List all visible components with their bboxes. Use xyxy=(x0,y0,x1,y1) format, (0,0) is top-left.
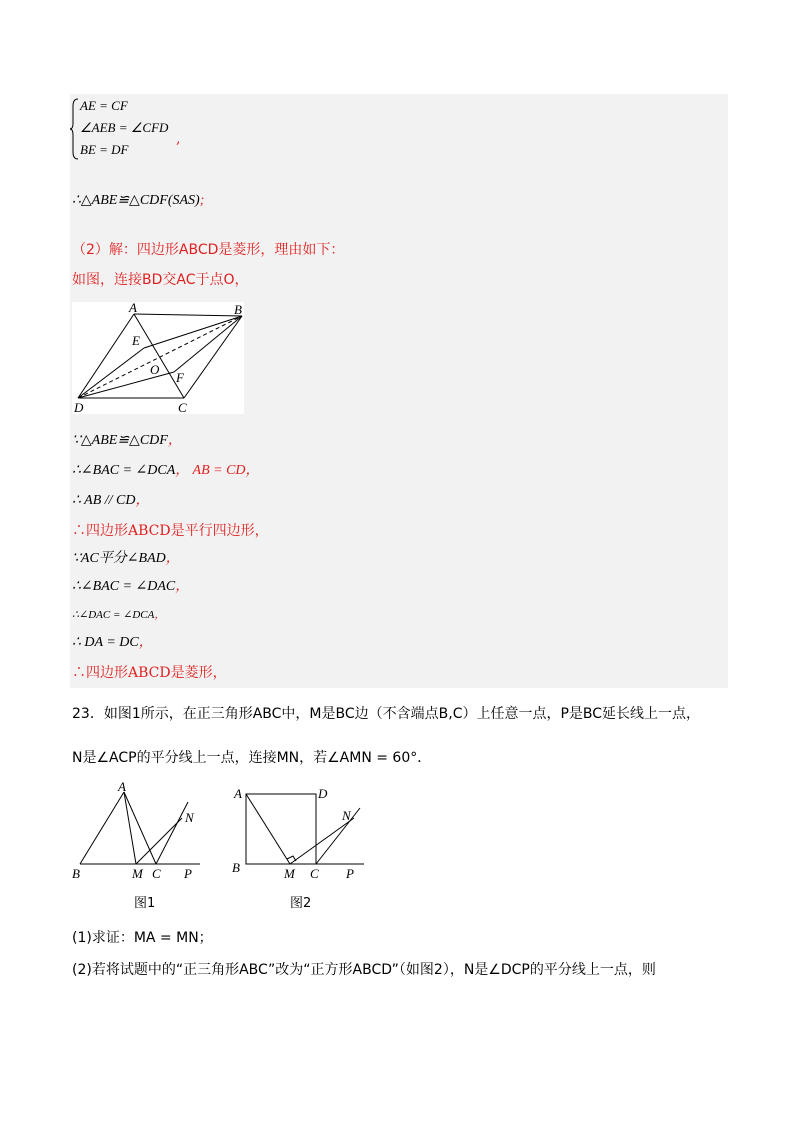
figure-background xyxy=(72,302,244,414)
system-tail: , xyxy=(176,131,181,147)
fig1-caption: 图1 xyxy=(134,896,156,911)
fig2-caption: 图2 xyxy=(290,896,312,911)
step-8-text: ∴ DA = DC xyxy=(72,635,139,650)
step-7 xyxy=(72,606,165,624)
fig2-label-n: N xyxy=(342,808,351,823)
figure-2 xyxy=(230,784,370,884)
step-8-tail: ， xyxy=(138,635,153,650)
congruent-line xyxy=(72,192,204,210)
label-e: E xyxy=(132,333,140,348)
step-2-tail: ， AB = CD， xyxy=(175,463,260,478)
q23-line-1: 23．如图1所示，在正三角形ABC中，M是BC边（不含端点B,C）上任意一点，P是BC延长线上一点， xyxy=(72,706,701,722)
figure-1 xyxy=(70,780,210,880)
step-2 xyxy=(72,462,260,480)
fig2-label-c: C xyxy=(310,866,319,881)
fig1-label-m: M xyxy=(132,866,143,880)
fig2-label-d: D xyxy=(318,786,328,801)
step-7-tail: ， xyxy=(154,609,166,621)
fig2-label-m: M xyxy=(284,866,295,881)
label-d: D xyxy=(74,400,84,414)
fig1-label-c: C xyxy=(152,866,161,880)
part2-connect: 如图，连接BD交AC于点O， xyxy=(72,272,249,288)
fig1-label-n: N xyxy=(185,810,194,825)
step-1 xyxy=(72,432,182,450)
step-6-text: ∴∠BAC = ∠DAC xyxy=(72,579,176,594)
step-4-text: ∴四边形ABCD是平行四边形 xyxy=(72,523,255,539)
part2-title: （2）解：四边形ABCD是菱形，理由如下： xyxy=(72,242,345,258)
step-2-text: ∴∠BAC = ∠DCA xyxy=(72,463,176,478)
step-5 xyxy=(72,550,180,568)
step-9-tail: ， xyxy=(212,665,227,681)
step-5-tail: ， xyxy=(165,551,180,566)
step-7-text: ∴∠DAC = ∠DCA xyxy=(72,609,155,621)
left-brace-icon xyxy=(70,98,80,160)
system-line-3: BE = DF xyxy=(80,142,129,157)
rhombus-figure xyxy=(72,302,244,414)
congruent-tail: ; xyxy=(199,193,205,208)
step-3-tail: ， xyxy=(135,493,150,508)
step-9-text: ∴四边形ABCD是菱形 xyxy=(72,665,213,681)
fig2-label-b: B xyxy=(232,860,240,875)
step-5-text: ∵AC平分∠BAD xyxy=(72,551,166,566)
fig2-label-p: P xyxy=(346,866,354,881)
q23-part-1: (1)求证：MA = MN； xyxy=(72,930,213,946)
label-c: C xyxy=(178,400,187,414)
congruent-text: ∴△ABE≌△CDF(SAS) xyxy=(72,193,200,208)
system-line-1: AE = CF xyxy=(80,98,128,113)
label-a: A xyxy=(129,302,137,315)
step-8 xyxy=(72,634,153,652)
step-4-tail: ， xyxy=(254,523,269,539)
step-6 xyxy=(72,578,189,596)
step-1-tail: ， xyxy=(167,433,182,448)
step-6-tail: ， xyxy=(175,579,190,594)
fig1-label-p: P xyxy=(184,866,192,880)
q23-line-2: N是∠ACP的平分线上一点，连接MN，若∠AMN = 60°． xyxy=(72,750,432,766)
step-9 xyxy=(72,664,227,682)
label-f: F xyxy=(176,370,184,385)
step-1-text: ∵△ABE≌△CDF xyxy=(72,433,168,448)
system-line-2: ∠AEB = ∠CFD xyxy=(80,120,169,135)
fig1-label-b: B xyxy=(72,866,80,880)
label-b: B xyxy=(234,302,242,317)
fig2-label-a: A xyxy=(234,786,242,801)
step-4 xyxy=(72,522,269,540)
fig1-label-a: A xyxy=(118,780,126,794)
step-3 xyxy=(72,492,150,510)
q23-part-2: (2)若将试题中的“正三角形ABC”改为“正方形ABCD”（如图2），N是∠DCP的平分线上一点，则 xyxy=(72,962,656,978)
step-3-text: ∴ AB // CD xyxy=(72,493,136,508)
label-o: O xyxy=(150,362,160,377)
